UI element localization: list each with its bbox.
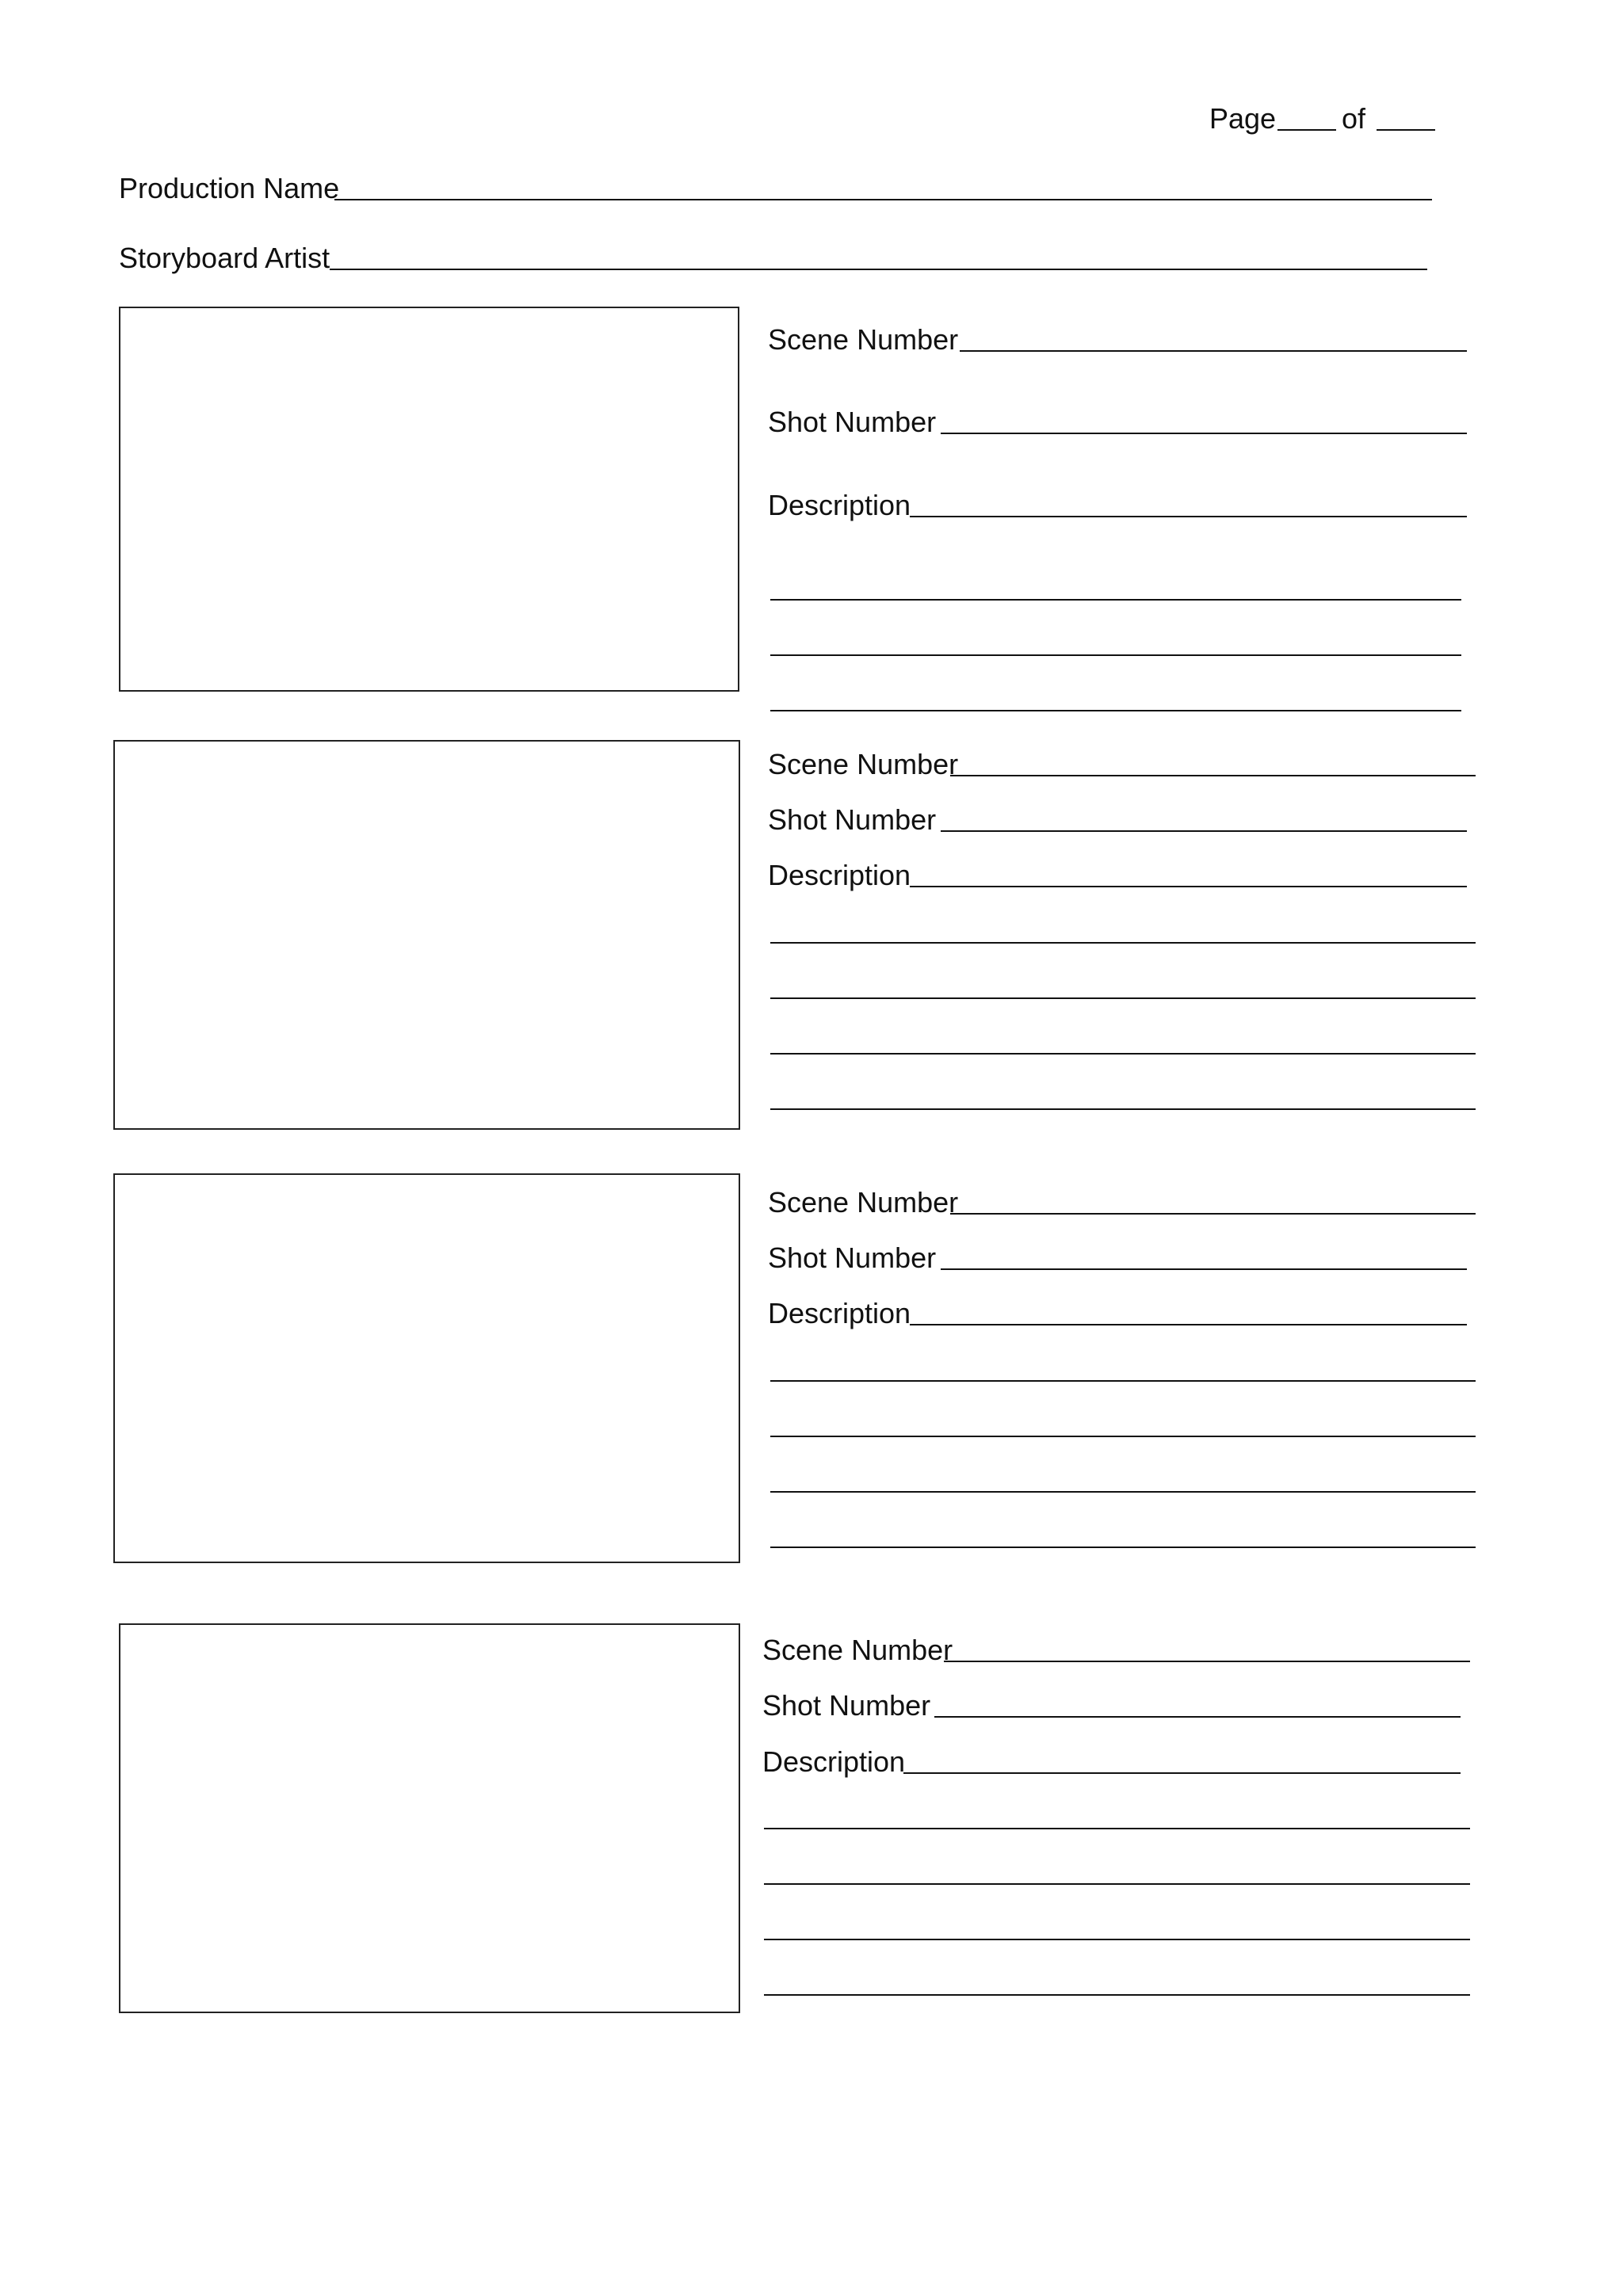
production-name-label: Production Name: [119, 172, 340, 205]
scene-number-field[interactable]: [960, 350, 1467, 352]
description-line[interactable]: [770, 942, 1476, 944]
description-line[interactable]: [764, 1828, 1470, 1829]
of-label: of: [1342, 102, 1366, 135]
description-field[interactable]: [910, 886, 1467, 887]
description-line[interactable]: [770, 654, 1461, 656]
description-line[interactable]: [770, 1053, 1476, 1055]
storyboard-artist-label: Storyboard Artist: [119, 242, 330, 275]
description-line[interactable]: [770, 1491, 1476, 1493]
page-total-field[interactable]: [1377, 129, 1435, 131]
shot-number-field[interactable]: [941, 1268, 1467, 1270]
description-line[interactable]: [770, 599, 1461, 601]
description-line[interactable]: [770, 710, 1461, 711]
shot-number-label: Shot Number: [768, 1241, 937, 1275]
scene-number-label: Scene Number: [768, 1186, 959, 1219]
shot-number-label: Shot Number: [768, 803, 937, 837]
description-line[interactable]: [770, 1547, 1476, 1548]
sketch-frame[interactable]: [113, 1173, 740, 1563]
description-line[interactable]: [770, 1436, 1476, 1437]
shot-number-field[interactable]: [941, 433, 1467, 434]
description-label: Description: [768, 859, 911, 892]
description-field[interactable]: [910, 1324, 1467, 1325]
description-line[interactable]: [770, 1380, 1476, 1382]
production-name-field[interactable]: [334, 199, 1432, 200]
description-line[interactable]: [764, 1994, 1470, 1996]
storyboard-artist-field[interactable]: [330, 269, 1427, 270]
scene-number-field[interactable]: [950, 1213, 1476, 1215]
scene-number-field[interactable]: [944, 1661, 1470, 1662]
shot-number-label: Shot Number: [768, 406, 937, 439]
page-number-field[interactable]: [1277, 129, 1336, 131]
description-line[interactable]: [770, 1108, 1476, 1110]
sketch-frame[interactable]: [113, 740, 740, 1130]
scene-number-label: Scene Number: [768, 323, 959, 357]
scene-number-field[interactable]: [950, 775, 1476, 776]
description-line[interactable]: [764, 1939, 1470, 1940]
description-line[interactable]: [764, 1883, 1470, 1885]
sketch-frame[interactable]: [119, 307, 739, 692]
description-label: Description: [762, 1745, 906, 1779]
scene-number-label: Scene Number: [762, 1634, 953, 1667]
description-field[interactable]: [910, 516, 1467, 517]
description-label: Description: [768, 1297, 911, 1330]
scene-number-label: Scene Number: [768, 748, 959, 781]
description-field[interactable]: [903, 1772, 1461, 1774]
shot-number-label: Shot Number: [762, 1689, 931, 1722]
sketch-frame[interactable]: [119, 1623, 740, 2013]
page-label: Page: [1209, 102, 1277, 135]
shot-number-field[interactable]: [941, 830, 1467, 832]
description-line[interactable]: [770, 997, 1476, 999]
description-label: Description: [768, 489, 911, 522]
shot-number-field[interactable]: [934, 1716, 1461, 1718]
